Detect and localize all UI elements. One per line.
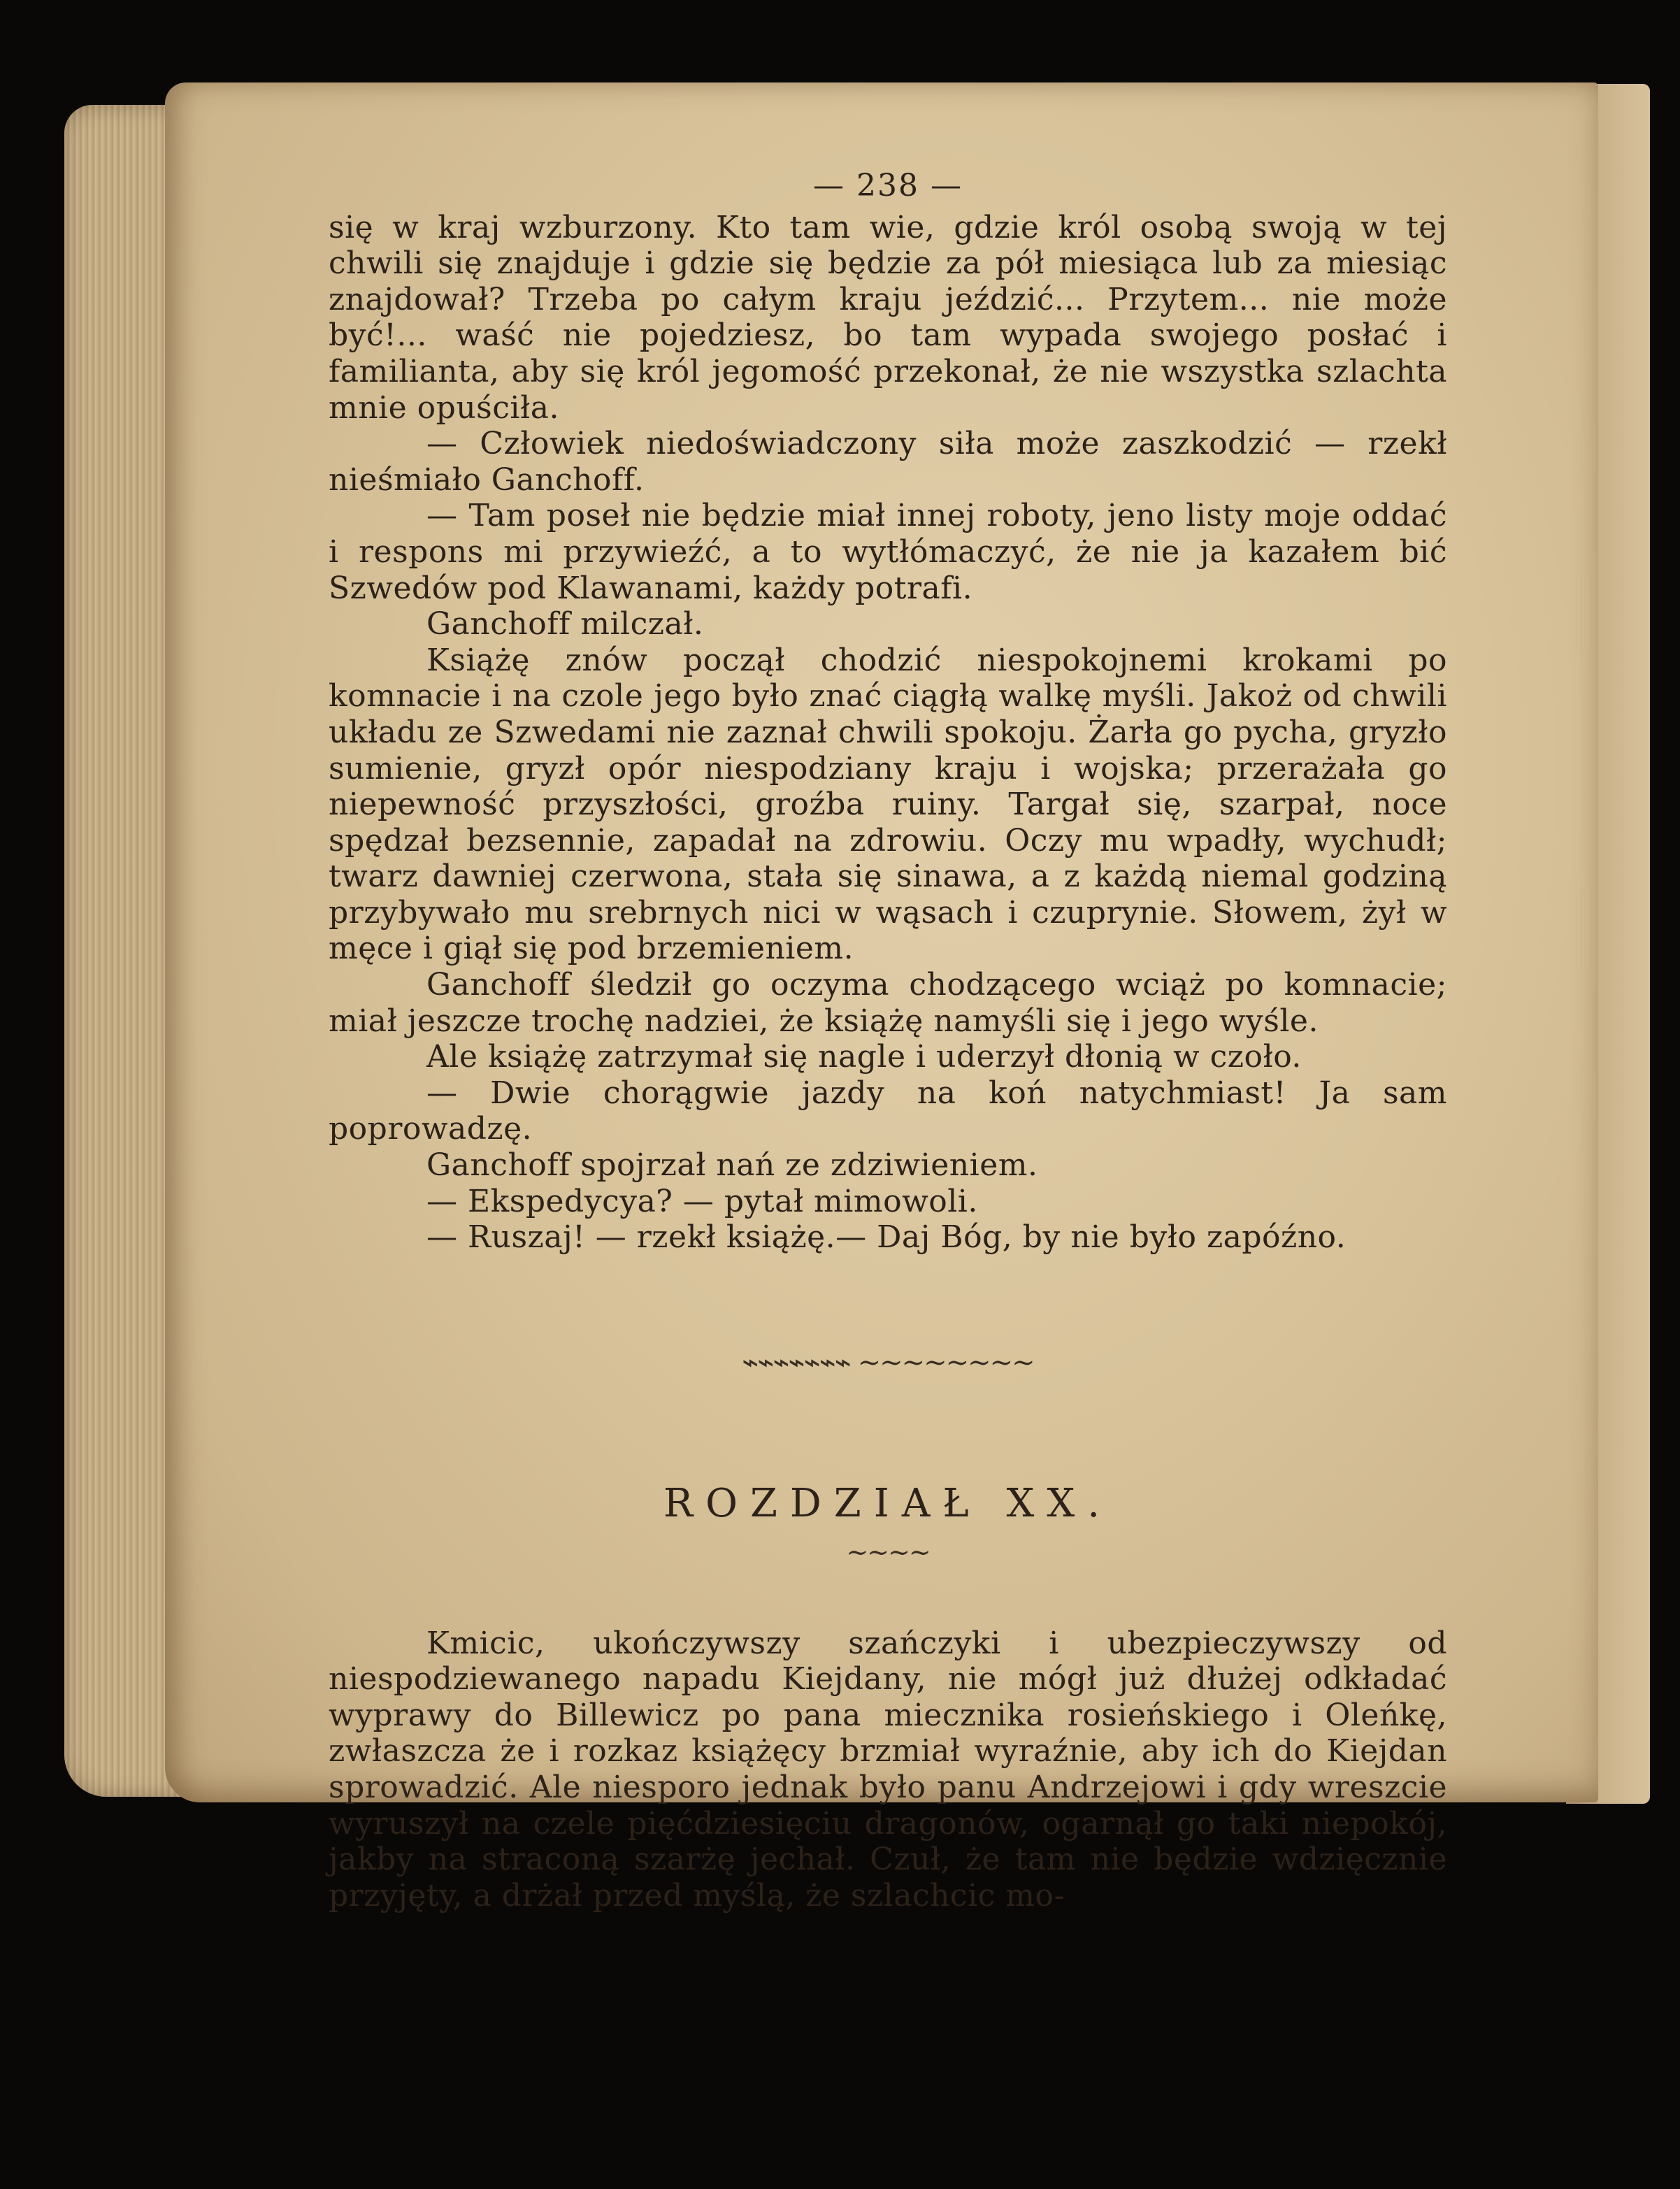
section-ornament: ⌁⌁⌁⌁⌁⌁⌁ ∼∼∼∼∼∼∼∼ <box>742 1346 1034 1379</box>
paragraph: Ganchoff śledził go oczyma chodzącego wciąż po komnacie; miał jeszcze trochę nadziei, że książę namyśli się i jego wyśle. <box>329 967 1447 1039</box>
paragraph: Ganchoff milczał. <box>426 606 704 643</box>
paragraph: Książę znów począł chodzić niespokojnemi krokami po komnacie i na czole jego było znać ciągłą walkę myśli. Jakoż od chwili układu ze Szwedami nie zaznał chwili spokoju. Żarła go pycha, gryzło sumienie, gryzł opór niespodziany kraju i wojska; przerażała go niepewność przyszłości, groźba ruiny. Targał się, szarpał, noce spędzał bezsennie, zapadał na zdrowiu. Oczy mu wpadły, wychudł; twarz dawniej czerwona, stała się sinawa, a z każdą niemal godziną przybywało mu srebrnych nici w wąsach i czuprynie. Słowem, żył w męce i giął się pod brzemieniem. <box>329 642 1447 967</box>
paragraph: — Ruszaj! — rzekł książę.— Daj Bóg, by nie było zapóźno. <box>426 1219 1347 1256</box>
page-text <box>329 168 1447 1914</box>
chapter-title: ROZDZIAŁ XX. <box>663 1481 1113 1527</box>
paragraph: Ganchoff spojrzał nań ze zdziwieniem. <box>426 1147 1038 1184</box>
page-number: — 238 — <box>813 168 963 203</box>
paragraph: Kmicic, ukończywszy szańczyki i ubezpieczywszy od niespodziewanego napadu Kiejdany, nie mógł już dłużej odkładać wyprawy do Billewicz po pana miecznika rosieńskiego i Oleńkę, zwłaszcza że i rozkaz książęcy brzmiał wyraźnie, aby ich do Kiejdan sprowadzić. Ale niesporo jednak było panu Andrzejowi i gdy wreszcie wyruszył na czele pięćdziesięciu dragonów, ogarnął go taki niepokój, jakby na straconą szarżę jechał. Czuł, że tam nie będzie wdzięcznie przyjęty, a drżał przed myślą, że szlachcic mo- <box>329 1625 1447 1914</box>
paragraph: — Ekspedycya? — pytał mimowoli. <box>426 1183 978 1219</box>
chapter-ornament: ∼∼∼∼ <box>846 1537 930 1567</box>
paragraph: — Człowiek niedoświadczony siła może zaszkodzić — rzekł nieśmiało Ganchoff. <box>329 426 1447 498</box>
paragraph: się w kraj wzburzony. Kto tam wie, gdzie król osobą swoją w tej chwili się znajduje i gdzie się będzie za pół miesiąca lub za miesiąc znajdował? Trzeba po całym kraju jeździć... Przytem... nie może być!... waść nie pojedziesz, bo tam wypada swojego posłać i familianta, aby się król jegomość przekonał, że nie wszystka szlachta mnie opuściła. <box>329 209 1447 426</box>
paragraph: Ale książę zatrzymał się nagle i uderzył dłonią w czoło. <box>426 1039 1302 1075</box>
paragraph: — Tam poseł nie będzie miał innej roboty, jeno listy moje oddać i respons mi przywieźć, a to wytłómaczyć, że nie ja kazałem bić Szwedów pod Klawanami, każdy potrafi. <box>329 498 1447 606</box>
paragraph: — Dwie chorągwie jazdy na koń natychmiast! Ja sam poprowadzę. <box>329 1075 1447 1147</box>
